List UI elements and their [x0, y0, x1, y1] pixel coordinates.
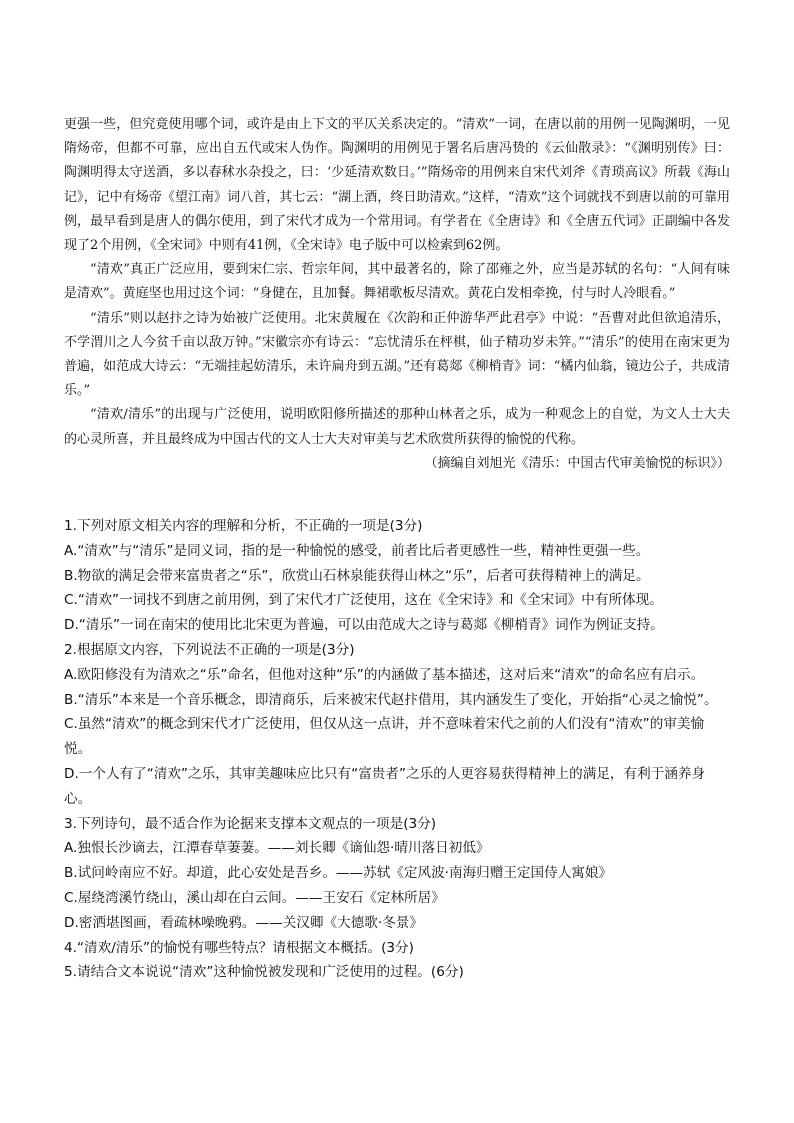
option-c: C.屋绕湾溪竹绕山，溪山却在白云间。——王安石《定林所居》	[64, 889, 445, 906]
option-a: A.欧阳修没有为清欢之“乐”命名，但他对这种“乐”的内涵做了基本描述，这对后来“清欢”的命名应有启示。	[64, 666, 705, 683]
question-1	[64, 514, 730, 638]
passage-paragraph: “清欢”真正广泛应用，要到宋仁宗、哲宗年间，其中最著名的，除了邵雍之外，应当是苏轼的名句：“人间有味是清欢”。黄庭坚也用过这个词：“身健在，且加餐。舞裙歌板尽清欢。黄花白发相牵挽，付与时人冷眼看。”	[64, 262, 730, 302]
passage-source: （摘编自刘旭光《清乐：中国古代审美愉悦的标识》）	[424, 455, 730, 471]
option-c: C.“清欢”一词找不到唐之前用例，到了宋代才广泛使用，这在《全宋诗》和《全宋词》中有所体现。	[64, 592, 663, 609]
passage-paragraph: 更强一些，但究竟使用哪个词，或许是由上下文的平仄关系决定的。“清欢”一词，在唐以前的用例一见陶渊明，一见隋炀帝，但都不可靠，应出自五代或宋人伪作。陶渊明的用例见于署名后唐冯贽的《云仙散录》：“《渊明别传》曰：陶渊明得太守送酒，多以春秫水杂投之，曰：‘少延清欢数日。’”隋炀帝的用例来自宋代刘斧《青琐高议》所载《海山记》，记中有炀帝《望江南》词八首，其七云：“湖上酒，终日助清欢。”这样，“清欢”这个词就找不到唐以前的可靠用例，最早看到是唐人的偶尔使用，到了宋代才成为一个常用词。有学者在《全唐诗》和《全唐五代词》正副编中各发现了2个用例，《全宋词》中则有41例，《全宋诗》电子版中可以检索到62例。	[64, 117, 730, 254]
option-d: D.一个人有了“清欢”之乐，其审美趣味应比只有“富贵者”之乐的人更容易获得精神上的满足，有利于涵养身心。	[64, 765, 706, 807]
question-stem: 3.下列诗句，最不适合作为论据来支撑本文观点的一项是(3分)	[64, 815, 437, 832]
question-4	[64, 936, 730, 961]
option-c: C.虽然“清欢”的概念到宋代才广泛使用，但仅从这一点讲，并不意味着宋代之前的人们没有“清欢”的审美愉悦。	[64, 716, 705, 758]
option-b: B.物欲的满足会带来富贵者之“乐”，欣赏山石林泉能获得山林之“乐”，后者可获得精神上的满足。	[64, 567, 650, 584]
option-a: A.独恨长沙谪去，江潭春草萋萋。——刘长卿《谪仙怨·晴川落日初低》	[64, 840, 490, 857]
option-d: D.“清乐”一词在南宋的使用比北宋更为普遍，可以由范成大之诗与葛郯《柳梢青》词作为例证支持。	[64, 617, 664, 634]
question-5	[64, 960, 730, 985]
question-stem: 2.根据原文内容，下列说法不正确的一项是(3分)	[64, 641, 355, 658]
passage-paragraph: “清欢/清乐”的出现与广泛使用，说明欧阳修所描述的那种山林者之乐，成为一种观念上的自觉，为文人士大夫的心灵所喜，并且最终成为中国古代的文人士大夫对审美与艺术欣赏所获得的愉悦的代称。	[64, 407, 730, 447]
option-b: B.“清乐”本来是一个音乐概念，即清商乐，后来被宋代赵抃借用，其内涵发生了变化，开始指“心灵之愉悦”。	[64, 691, 718, 708]
option-d: D.密洒堪图画，看疏林噪晚鸦。——关汉卿《大德歌·冬景》	[64, 914, 423, 931]
question-list	[64, 514, 730, 985]
question-3	[64, 812, 730, 936]
option-a: A.“清欢”与“清乐”是同义词，指的是一种愉悦的感受，前者比后者更感性一些，精神性更强一些。	[64, 542, 650, 559]
question-stem: 1.下列对原文相关内容的理解和分析，不正确的一项是(3分)	[64, 518, 423, 534]
question-stem: 4.“清欢/清乐”的愉悦有哪些特点？请根据文本概括。(3分)	[64, 939, 414, 956]
question-2	[64, 638, 730, 812]
question-stem: 5.请结合文本说说“清欢”这种愉悦被发现和广泛使用的过程。(6分)	[64, 964, 464, 981]
reading-passage	[64, 113, 730, 476]
option-b: B.试问岭南应不好。却道，此心安处是吾乡。——苏轼《定风波·南海归赠王定国侍人寓娘》	[64, 865, 613, 882]
passage-paragraph: “清乐”则以赵抃之诗为始被广泛使用。北宋黄履在《次韵和正仲游华严此君亭》中说：“吾曹对此但欲追清乐，不学渭川之人今贫千亩以敌万钟。”宋徽宗亦有诗云：“忘忧清乐在枰棋，仙子精功岁未笄。”“清乐”的使用在南宋更为普遍，如范成大诗云：“无端挂起妨清乐，未许扁舟到五湖。”还有葛郯《柳梢青》词：“橘内仙翁，镜边公子，共成清乐。”	[64, 310, 730, 399]
